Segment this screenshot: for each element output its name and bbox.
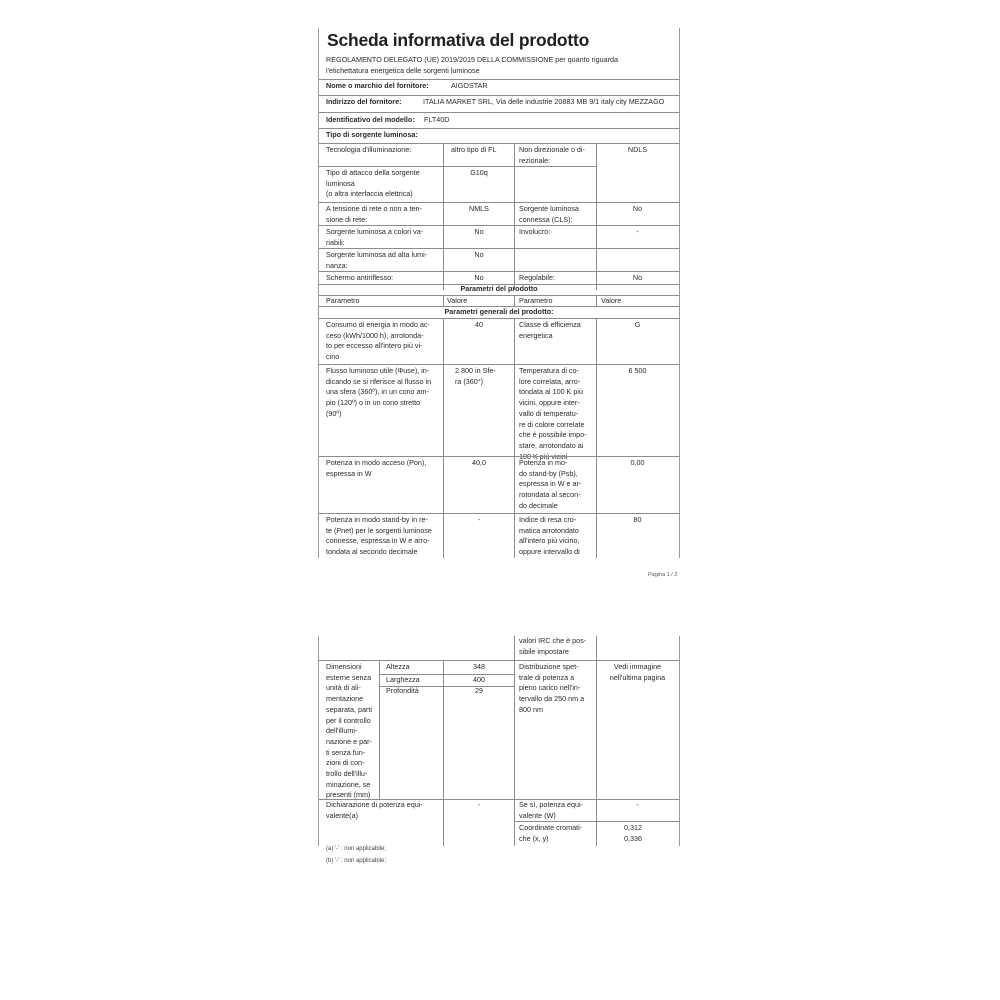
cct-label: Temperatura di co- lore correlata, arro- tondata al 100 K più vicini, oppure inter- vallo di temperatu- re di colore correlate che è possibile impo- stare, arrotondato ai 100 K più vicini [519, 366, 587, 461]
connected-label: Sorgente luminosa connessa (CLS): [519, 204, 579, 224]
high-luminance-value: No [474, 250, 484, 259]
regulation-text: REGOLAMENTO DELEGATO (UE) 2019/2015 DELLA COMMISSIONE per quanto riguarda l'etichettatura energetica delle sorgenti luminose [326, 55, 619, 75]
height-label: Altezza [386, 662, 410, 671]
flux-label: Flusso luminoso utile (Φuse), in- dicando se si riferisce al flusso in una sfera (360º), in un cono am- pio (120º) o in un cono stretto (90º) [326, 366, 432, 418]
product-info-sheet-page-1 [318, 28, 680, 558]
height-value: 348 [473, 662, 485, 671]
high-luminance-label: Sorgente luminosa ad alta lumi- nanza: [326, 250, 428, 270]
efficiency-value: G [634, 320, 641, 329]
col-value: Valore [447, 296, 468, 305]
cap-label: Tipo di attacco della sorgente luminosa (o altra interfaccia elettrica) [326, 168, 420, 199]
footnote-a: (a) '-' : non applicabile; [326, 846, 386, 852]
tech-value: altro tipo di FL [451, 145, 497, 154]
width-label: Larghezza [386, 675, 420, 684]
equivalent-power-value: - [477, 800, 481, 809]
anti-glare-label: Schermo antiriflesso: [326, 273, 394, 282]
standby-label: Potenza in mo- do stand-by (Psb), espressa in W e ar- rotondata al secon- do decimale [519, 458, 582, 510]
energy-value: 40 [475, 320, 483, 329]
spd-value: Vedi immagine nell'ultima pagina [609, 662, 666, 682]
cri-value: 80 [633, 515, 642, 524]
net-standby-value: - [477, 515, 481, 524]
col-param: Parametro [519, 296, 553, 305]
general-params-title: Parametri generali del prodotto: [444, 307, 554, 316]
model-label: Identificativo del modello: [326, 115, 415, 124]
equivalent-watt-label: Se sì, potenza equi- valente (W) [519, 800, 583, 820]
depth-value: 29 [475, 686, 483, 695]
product-info-sheet-page-2 [318, 636, 680, 846]
on-power-value: 40,0 [472, 458, 486, 467]
dimmable-value: No [632, 273, 643, 282]
directional-value: NDLS [627, 145, 648, 154]
document-title: Scheda informativa del prodotto [327, 30, 590, 50]
divider [319, 128, 679, 129]
dimensions-label: Dimensioni esterne senza unità di ali- mentazione separata, parti per il controllo dell'illumi- nazione e par- ti senza fun- zioni di con- trollo dell'illu- minazione, se presenti (mm) [326, 662, 372, 800]
connected-value: No [632, 204, 643, 213]
supplier-address-label: Indirizzo del fornitore: [326, 97, 402, 106]
depth-label: Profondità [386, 686, 419, 695]
model-identifier: FLT40D [424, 115, 450, 124]
equivalent-watt-value: - [636, 800, 639, 809]
cri-label: Indice di resa cro- matica arrotondato all'intero più vicino, oppure intervallo di [519, 515, 580, 557]
params-section-title: Parametri del prodotto [460, 284, 538, 293]
chromaticity-label: Coordinate cromati- che (x, y) [519, 823, 583, 843]
col-value: Valore [601, 296, 622, 305]
on-power-label: Potenza in modo acceso (Pon), espressa in W [326, 458, 427, 478]
envelope-label: Involucro: [519, 227, 551, 236]
source-type-label: Tipo di sorgente luminosa: [326, 130, 418, 139]
page-number: Pagina 1 / 2 [648, 572, 678, 578]
dimmable-label: Regolabile: [519, 273, 555, 282]
equivalent-power-label: Dichiarazione di potenza equi- valente(a) [326, 800, 423, 820]
spd-label: Distribuzione spet- trale di potenza a pieno carico nell'in- tervallo da 250 nm a 800 nm [519, 662, 585, 714]
supplier-name: AIGOSTAR [451, 81, 488, 90]
col-param: Parametro [326, 296, 360, 305]
directional-label: Non direzionale o di- rezionale: [519, 145, 585, 165]
anti-glare-value: No [474, 273, 484, 282]
cap-value: G10q [470, 168, 488, 177]
supplier-name-label: Nome o marchio del fornitore: [326, 81, 429, 90]
supplier-address: ITALIA MARKET SRL, Via delle industrie 20883 MB 9/1 italy city MEZZAGO [423, 97, 665, 106]
standby-value: 0,00 [630, 458, 645, 467]
flux-value: 2 800 in Sfe- ra (360°) [455, 366, 496, 386]
energy-label: Consumo di energia in modo ac- ceso (kWh/1000 h), arrotonda- to per eccesso all'intero più vi- cino [326, 320, 430, 362]
efficiency-label: Classe di efficienza energetica [519, 320, 581, 340]
chromaticity-value: 0,312 0,336 [624, 823, 642, 843]
divider [319, 95, 679, 96]
mains-value: NMLS [469, 204, 489, 213]
net-standby-label: Potenza in modo stand-by in re- te (Pnet) per le sorgenti luminose connesse, espressa in W e arro- tondata al secondo decimale [326, 515, 432, 557]
cri-continued: valori IRC che è pos- sibile impostare [519, 636, 587, 656]
mains-label: A tensione di rete o non a ten- sione di rete: [326, 204, 422, 224]
envelope-value: - [636, 227, 639, 236]
width-value: 400 [473, 675, 485, 684]
colour-tunable-label: Sorgente luminosa a colori va- riabili: [326, 227, 424, 247]
colour-tunable-value: No [474, 227, 484, 236]
cct-value: 6 500 [628, 366, 647, 375]
tech-label: Tecnologia d'illuminazione: [326, 145, 412, 154]
divider [319, 112, 679, 113]
footnote-b: (b) '-' : non applicabile; [326, 858, 386, 864]
divider [319, 79, 679, 80]
